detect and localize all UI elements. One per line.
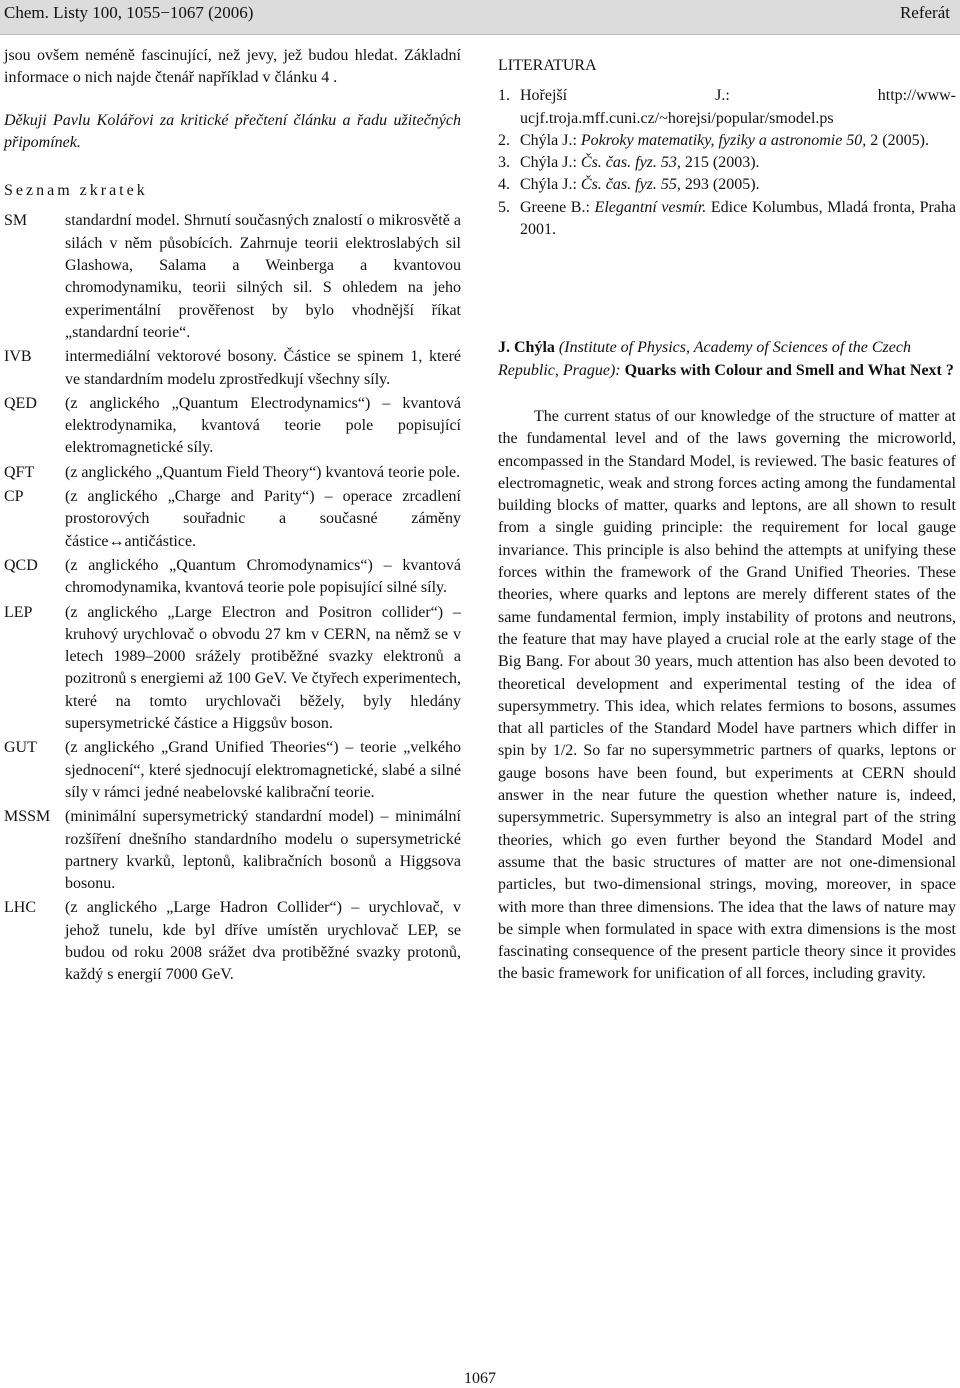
abbreviation-entry — [4, 897, 461, 986]
abbreviation-entry — [4, 737, 461, 804]
abbreviation-term: MSSM — [4, 808, 51, 826]
intro-paragraph: jsou ovšem neméně fascinující, než jevy, jež budou hledat. Základní informace o nich najde čtenář například v článku 4 . — [4, 47, 461, 87]
reference-details: 293 (2005). — [680, 176, 760, 194]
abbreviation-entry — [4, 806, 461, 895]
abbreviation-entry — [4, 346, 461, 391]
journal-citation: Chem. Listy 100, 1055−1067 (2006) — [4, 3, 254, 22]
reference-item — [498, 130, 956, 152]
reference-number: 4. — [498, 176, 510, 194]
reference-number: 2. — [498, 131, 510, 149]
abstract-title: Quarks with Colour and Smell and What Next ? — [624, 361, 954, 379]
references-list — [498, 85, 956, 241]
reference-title: Elegantní vesmír. — [589, 198, 707, 216]
reference-item — [498, 152, 956, 174]
abbreviation-definition: (minimální supersymetrický standardní model) – minimální rozšíření dnešního standardního modelu o supersymetrické partnery kvarků, leptonů, kalibračních bosonů a Higgsova bosonu. — [65, 808, 461, 893]
abbreviation-entry — [4, 555, 461, 600]
left-column — [4, 45, 461, 989]
reference-details: 215 (2003). — [680, 154, 760, 172]
abbreviation-definition: (z anglického „Quantum Chromodynamics“) – kvantová chromodynamika, kvantová teorie pole popisující silné síly. — [65, 556, 461, 597]
abstract-header — [498, 337, 956, 382]
abbreviation-definition: (z anglického „Large Hadron Collider“) – urychlovač, v jehož tunelu, kde byl dříve umístěn urychlovač LEP, se budou od roku 2008 srážet dva protiběžné svazky protonů, každý s energií 7000 GeV. — [65, 899, 461, 984]
abbreviation-entry — [4, 602, 461, 736]
reference-number: 3. — [498, 154, 510, 172]
section-label: Referát — [899, 3, 950, 22]
reference-author: Chýla J.: — [520, 176, 577, 194]
references-heading: LITERATURA — [498, 57, 597, 74]
abbreviation-entry — [4, 462, 461, 484]
abbreviation-term: IVB — [4, 348, 32, 366]
abstract-body: The current status of our knowledge of the structure of matter at the fundamental level and of the laws governing the microworld, encompassed in the Standard Model, is reviewed. The basic features of electromagnetic, weak and strong forces acting among the fundamental building blocks of matter, quarks and leptons, are all shown to result from a single guiding principle: the requirement for local gauge invariance. This principle is also behind the attempts at unifying these forces within the framework of the Grand Unified Theories. These theories, where quarks and leptons are merely different states of the same fundamental fermion, imply instability of protons and neutrons, the feature that may have played a crucial role at the early stage of the Big Bang. For about 30 years, much attention has also been devoted to theoretical development and experimental testing of the idea of supersymmetry. This idea, which relates fermions to bosons, assumes that all particles of the Standard Model have partners which differ in spin by 1/2. So far no supersymmetric partners of quarks, leptons or gauge bosons have been found, but experiments at CERN should answer in the near future the question whether nature is, indeed, supersymmetric. Supersymmetry is also an integral part of the string theories, which go even further beyond the Standard Model and assume that the basic structures of matter are not one-dimensional particles, but two-dimensional strings, moving, moreover, in space with more than three dimensions. The idea that the laws of nature may be simple when formulated in space with extra dimensions is the most fascinating consequence of the present particle theory since it provides the basic framework for unification of all forces, including gravity. — [498, 407, 956, 983]
abbreviation-term: GUT — [4, 739, 37, 757]
abbreviation-term: LHC — [4, 899, 36, 917]
acknowledgement: Děkuji Pavlu Kolářovi za kritické přečtení článku a řadu užitečných připomínek. — [4, 111, 461, 151]
reference-number: 5. — [498, 198, 510, 216]
abbreviation-term: SM — [4, 212, 28, 230]
abbreviation-entry — [4, 486, 461, 553]
page-header — [0, 0, 960, 35]
reference-details: 2 (2005). — [866, 131, 929, 149]
page-number: 1067 — [464, 1370, 496, 1387]
abbreviation-term: LEP — [4, 603, 33, 621]
abbreviation-term: QCD — [4, 556, 38, 574]
abstract-author: J. Chýla — [498, 339, 555, 357]
reference-text — [520, 130, 956, 152]
abstract-affiliation: (Institute of Physics, Academy of Sciences of the Czech Republic, Prague): — [498, 339, 911, 379]
reference-details: Edice Kolumbus, Mladá fronta, Praha 2001. — [520, 198, 956, 239]
reference-item — [498, 197, 956, 242]
abbreviation-definition: (z anglického „Grand Unified Theories“) – teorie „velkého sjednocení“, které sjednocují elektromagnetické, slabé a silné síly v rámci jedné neabelovské kalibrační teorie. — [65, 739, 461, 801]
abbreviation-entry — [4, 393, 461, 460]
abbreviation-definition: (z anglického „Charge and Parity“) – operace zrcadlení prostorových souřadnic a současné záměny částice↔antičástice. — [65, 488, 461, 550]
abbreviation-definition: intermediální vektorové bosony. Částice se spinem 1, které ve standardním modelu zprostředkují všechny síly. — [65, 348, 461, 388]
reference-title: Čs. čas. fyz. 53, — [576, 154, 681, 172]
reference-author: Greene B.: — [520, 198, 590, 216]
reference-text — [520, 152, 956, 174]
reference-text — [520, 174, 956, 196]
reference-details: http://www-ucjf.troja.mff.cuni.cz/~horejsi/popular/smodel.ps — [520, 87, 956, 127]
abbreviations-list — [4, 210, 461, 986]
right-column — [498, 55, 956, 986]
reference-number: 1. — [498, 87, 510, 105]
abbreviation-term: QED — [4, 394, 37, 412]
reference-author: Chýla J.: — [520, 154, 577, 172]
abbreviation-definition: (z anglického „Large Electron and Positron collider“) – kruhový urychlovač o obvodu 27 km v CERN, na němž se v letech 1989–2000 srážely protiběžné svazky elektronů a pozitronů s energiemi až 100 GeV. Ve čtyřech experimentech, které na tomto urychlovači běžely, byly hledány supersymetrické částice a Higgsův boson. — [65, 603, 461, 733]
abbreviation-entry — [4, 210, 461, 344]
abbreviation-definition: standardní model. Shrnutí současných znalostí o mikrosvětě a silách v něm působících. Zahrnuje teorii elektroslabých sil Glashowa, Salama a Weinberga a kvantovou chromodynamiku, teorii silných sil. S ohledem na jeho experimentální prověřenost by bylo vhodnější říkat „standardní teorie“. — [65, 212, 461, 341]
abbreviation-term: CP — [4, 488, 24, 506]
reference-item — [498, 85, 956, 130]
reference-title: Pokroky matematiky, fyziky a astronomie 50, — [576, 131, 867, 149]
abbreviations-heading: Seznam zkratek — [4, 182, 148, 200]
abbreviation-definition: (z anglického „Quantum Electrodynamics“) – kvantová elektrodynamika, kvantová teorie pole popisující elektromagnetické síly. — [65, 394, 461, 457]
reference-text — [520, 85, 956, 130]
reference-text — [520, 197, 956, 242]
reference-item — [498, 174, 956, 196]
reference-author: Hořejší J.: — [520, 87, 730, 105]
abbreviation-term: QFT — [4, 463, 35, 481]
reference-title: Čs. čas. fyz. 55, — [576, 176, 681, 194]
abbreviation-definition: (z anglického „Quantum Field Theory“) kvantová teorie pole. — [65, 463, 461, 481]
reference-author: Chýla J.: — [520, 131, 577, 149]
